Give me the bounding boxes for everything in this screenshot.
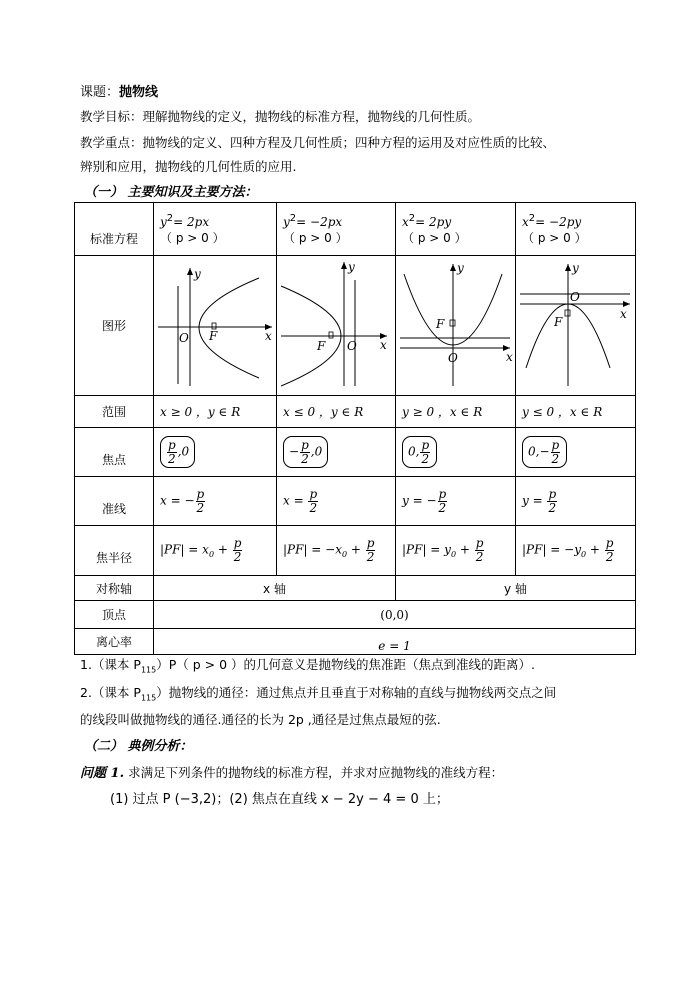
row-label-focal-radius: 焦半径 <box>75 526 154 576</box>
graph-right-opening <box>154 256 277 392</box>
graph-down-opening <box>516 256 636 392</box>
directrix-4: y = $\frac{p}{2}$ <box>516 477 636 526</box>
graph-2 <box>277 256 396 396</box>
note-2-cont: 的线段叫做抛物线的通径.通径的长为 2p ,通径是过焦点最短的弦. <box>80 712 441 727</box>
range-2: x ≤ 0 ，y ∈ R <box>277 396 396 428</box>
eq-3: $x^2= 2py$ （ p > 0 ） <box>396 203 516 256</box>
goal-label: 教学目标： <box>80 109 143 124</box>
svg-text:y: y <box>572 261 579 275</box>
graph-up-opening <box>396 256 516 392</box>
focal-radius-4: $|PF| = -y_0$ + $\frac{p}{2}$ <box>516 526 636 576</box>
problem-1 <box>80 762 503 781</box>
row-label-directrix: 准线 <box>75 477 154 526</box>
svg-text:x: x <box>506 350 513 364</box>
problem-label: 问题 1. <box>80 766 125 781</box>
axis-x: x 轴 <box>154 576 396 601</box>
svg-text:y: y <box>194 267 201 281</box>
row-label-graph: 图形 <box>75 256 154 396</box>
row-label-focus: 焦点 <box>75 428 154 477</box>
svg-text:x: x <box>380 338 387 352</box>
graph-3 <box>396 256 516 396</box>
svg-text:y: y <box>457 261 464 275</box>
svg-text:x: x <box>265 329 272 343</box>
svg-text:F: F <box>554 315 563 329</box>
problem-text: 求满足下列条件的抛物线的标准方程，并求对应抛物线的准线方程： <box>128 765 504 780</box>
eq-4: $x^2= -2py$ （ p > 0 ） <box>516 203 636 256</box>
focus-4: 0,− $\frac{p}{2}$ <box>516 428 636 477</box>
section2-title: （二） 典例分析： <box>84 739 193 754</box>
row-label-axis: 对称轴 <box>75 576 154 601</box>
graph-left-opening <box>277 256 396 392</box>
svg-text:O: O <box>347 339 357 353</box>
focal-radius-1: $|PF| = x_0$ + $\frac{p}{2}$ <box>154 526 277 576</box>
goal-text: 理解抛物线的定义，抛物线的标准方程，抛物线的几何性质。 <box>142 109 481 124</box>
svg-text:O: O <box>570 290 580 304</box>
svg-text:F: F <box>209 329 218 343</box>
focal-radius-3: $|PF| = y_0$ + $\frac{p}{2}$ <box>396 526 516 576</box>
svg-text:O: O <box>448 351 458 365</box>
note-1: 1.（课本 $P_{115})P$（ p > 0 ）的几何意义是抛物线的焦准距（焦点到准线的距离）. <box>80 657 536 675</box>
eq-1: $y^2= 2px$ （ p > 0 ） <box>154 203 277 256</box>
svg-text:x: x <box>620 307 627 321</box>
lesson-title <box>80 81 158 100</box>
graph-4 <box>516 256 636 396</box>
row-label-eccentricity: 离心率 <box>75 629 154 655</box>
note-2: 2.（课本 $P_{115}$）抛物线的通径：通过焦点并且垂直于对称轴的直线与抛物线两交点之间 <box>80 685 557 703</box>
problem-parts: (1) 过点 P (−3,2)；(2) 焦点在直线 x − 2y − 4 = 0 上； <box>110 792 449 807</box>
axis-y: y 轴 <box>396 576 636 601</box>
focal-radius-2: $|PF| = -x_0$ + $\frac{p}{2}$ <box>277 526 396 576</box>
title-value: 抛物线 <box>119 85 159 100</box>
row-label-vertex: 顶点 <box>75 601 154 629</box>
teaching-focus-cont: 辨别和应用，抛物线的几何性质的应用. <box>80 159 297 174</box>
row-label-range: 范围 <box>75 396 154 428</box>
graph-1 <box>154 256 277 396</box>
section1-title: （一） 主要知识及主要方法： <box>84 185 258 200</box>
svg-text:O: O <box>179 331 189 345</box>
range-3: y ≥ 0 ，x ∈ R <box>396 396 516 428</box>
svg-text:F: F <box>436 317 445 331</box>
range-4: y ≤ 0 ，x ∈ R <box>516 396 636 428</box>
teaching-focus <box>80 133 555 151</box>
focus-label: 教学重点： <box>80 135 143 150</box>
focus-1: $\frac{p}{2}$ ,0 <box>154 428 277 477</box>
title-label: 课题： <box>80 85 120 100</box>
eccentricity-value: e = 1 <box>154 629 636 655</box>
directrix-2: x = $\frac{p}{2}$ <box>277 477 396 526</box>
focus-3: 0, $\frac{p}{2}$ <box>396 428 516 477</box>
svg-text:y: y <box>348 260 355 274</box>
svg-text:F: F <box>317 339 326 353</box>
directrix-3: y = − $\frac{p}{2}$ <box>396 477 516 526</box>
focus-2: − $\frac{p}{2}$ ,0 <box>277 428 396 477</box>
focus-text-1: 抛物线的定义、四种方程及几何性质；四种方程的运用及对应性质的比较、 <box>142 135 556 150</box>
range-1: x ≥ 0 ，y ∈ R <box>154 396 277 428</box>
parabola-table <box>74 202 636 655</box>
vertex-value: (0,0) <box>154 601 636 629</box>
row-label-equation: 标准方程 <box>75 203 154 256</box>
eq-2: $y^2= -2px$ （ p > 0 ） <box>277 203 396 256</box>
teaching-goal <box>80 107 480 125</box>
directrix-1: x = − $\frac{p}{2}$ <box>154 477 277 526</box>
